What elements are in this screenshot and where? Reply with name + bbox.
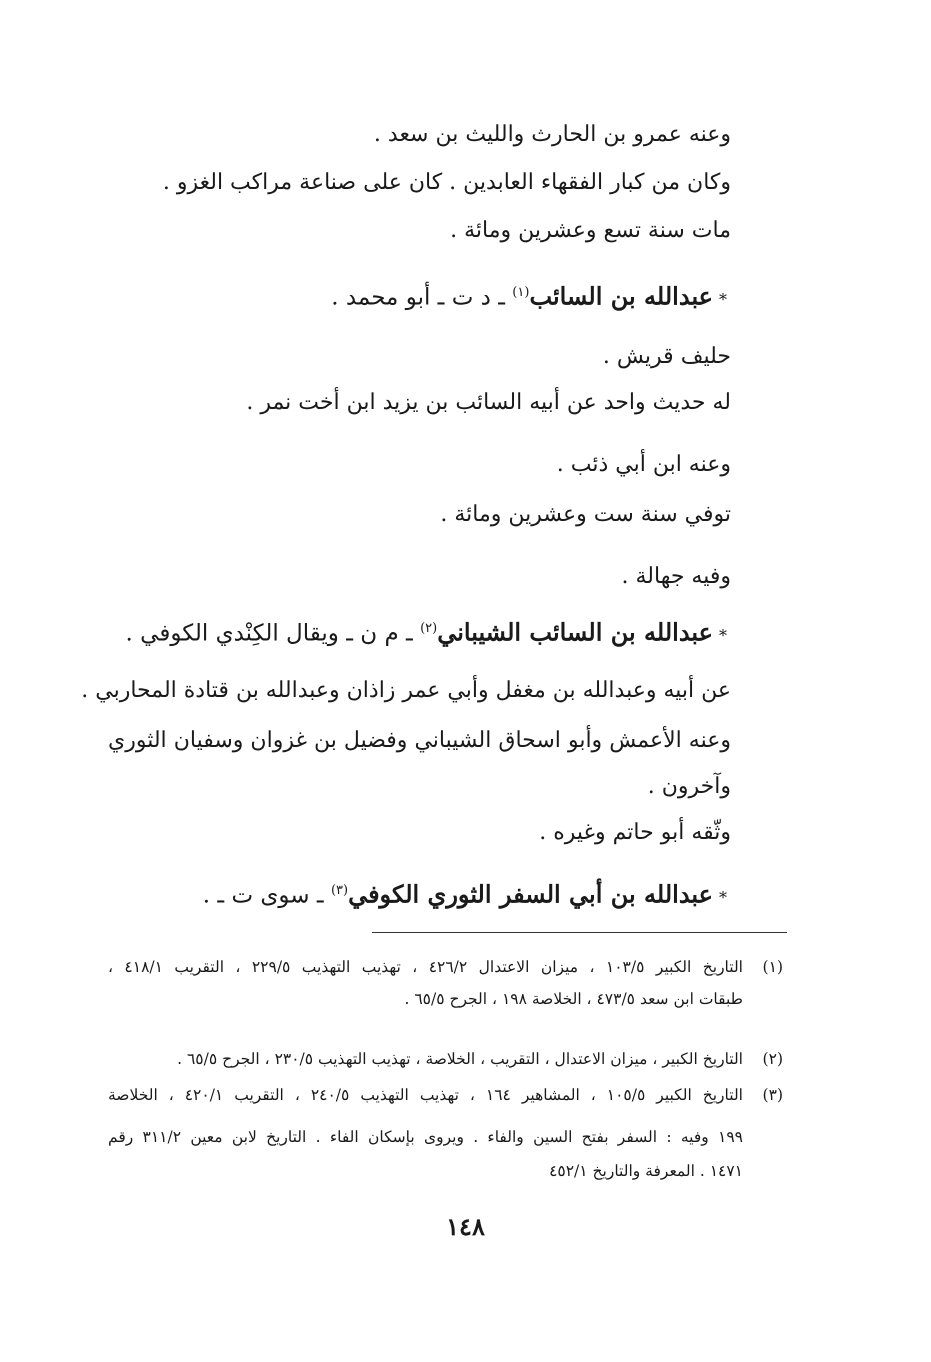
- footnote-ref: (٢): [420, 621, 438, 636]
- entry-name: عبدالله بن السائب: [529, 281, 713, 311]
- footnote: [108, 1082, 783, 1108]
- entry-heading: [331, 278, 727, 315]
- footnote-line: التاريخ الكبير ١٠٥/٥ ، المشاهير ١٦٤ ، تهذيب التهذيب ٢٤٠/٥ ، التقريب ٤٢٠/١ ، الخلاصة: [108, 1086, 743, 1104]
- footnote-number: (١): [762, 958, 783, 976]
- footnote: [108, 954, 783, 980]
- footnote-line: التاريخ الكبير ، ميزان الاعتدال ، التقريب ، الخلاصة ، تهذيب التهذيب ٢٣٠/٥ ، الجرح ٦٥/٥ .: [177, 1050, 743, 1068]
- footnote-line: التاريخ الكبير ١٠٣/٥ ، ميزان الاعتدال ٤٢٦/٢ ، تهذيب التهذيب ٢٢٩/٥ ، التقريب ٤١٨/١ ،: [108, 958, 743, 976]
- footnote-number: (٣): [762, 1086, 783, 1104]
- body-line: مات سنة تسع وعشرين ومائة .: [450, 218, 731, 243]
- entry-name: عبدالله بن السائب الشيباني: [437, 617, 713, 647]
- entry-star: *: [719, 625, 727, 645]
- footnote: [108, 1046, 783, 1072]
- entry-name: عبدالله بن أبي السفر الثوري الكوفي: [348, 879, 713, 909]
- footnote-line: ١٩٩ وفيه : السفر بفتح السين والفاء . ويروى بإسكان الفاء . التاريخ لابن معين ٣١١/٢ رقم: [108, 1128, 743, 1146]
- body-line: وفيه جهالة .: [621, 564, 731, 589]
- footnote-number: (٢): [762, 1050, 783, 1068]
- entry-heading: [203, 876, 727, 913]
- body-line: توفي سنة ست وعشرين ومائة .: [440, 502, 731, 527]
- footnote-ref: (١): [512, 285, 530, 300]
- body-line: حليف قريش .: [602, 344, 731, 369]
- entry-star: *: [719, 887, 727, 907]
- body-line: وكان من كبار الفقهاء العابدين . كان على صناعة مراكب الغزو .: [162, 170, 731, 195]
- body-line: عن أبيه وعبدالله بن مغفل وأبي عمر زاذان وعبدالله بن قتادة المحاربي .: [81, 678, 731, 703]
- entry-star: *: [719, 289, 727, 309]
- body-line: وثّقه أبو حاتم وغيره .: [539, 820, 731, 845]
- entry-details: ـ د ت ـ أبو محمد .: [331, 284, 513, 311]
- footnote-line: ١٤٧١ . المعرفة والتاريخ ٤٥٢/١: [549, 1162, 743, 1180]
- body-line: له حديث واحد عن أبيه السائب بن يزيد ابن أخت نمر .: [246, 390, 731, 415]
- body-line: وآخرون .: [647, 774, 731, 799]
- footnote-divider: [372, 932, 787, 933]
- body-line: وعنه الأعمش وأبو اسحاق الشيباني وفضيل بن غزوان وسفيان الثوري: [108, 728, 731, 753]
- footnote-line: طبقات ابن سعد ٤٧٣/٥ ، الخلاصة ١٩٨ ، الجرح ٦٥/٥ .: [404, 990, 743, 1008]
- footnote-ref: (٣): [330, 883, 349, 898]
- entry-heading: [126, 614, 727, 651]
- entry-details: ـ م ن ـ ويقال الكِنْدي الكوفي .: [125, 620, 421, 647]
- body-line: وعنه ابن أبي ذئب .: [556, 452, 731, 477]
- body-line: وعنه عمرو بن الحارث والليث بن سعد .: [373, 122, 731, 147]
- entry-details: ـ سوى ت ـ .: [202, 882, 331, 909]
- page-number: ١٤٨: [446, 1212, 485, 1241]
